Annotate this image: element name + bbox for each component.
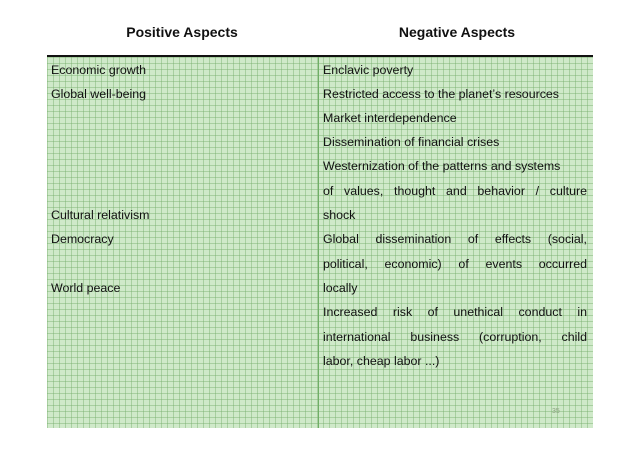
negative-line: Market interdependence xyxy=(323,111,457,125)
positive-item-cultural-relativism: Cultural relativism xyxy=(51,208,150,222)
aspects-table xyxy=(47,9,593,428)
column-divider xyxy=(318,57,319,428)
negative-line: Enclavic poverty xyxy=(323,63,414,77)
negative-line: Dissemination of financial crises xyxy=(323,135,500,149)
slide-page-number: 35 xyxy=(552,408,560,415)
negative-line: Westernization of the patterns and systems xyxy=(323,159,561,173)
negative-aspects-header: Negative Aspects xyxy=(398,24,516,40)
negative-line: locally xyxy=(323,281,358,295)
positive-item-democracy: Democracy xyxy=(51,232,114,246)
negative-line: Restricted access to the planet’s resources xyxy=(323,87,559,101)
positive-item-global-well-being: Global well-being xyxy=(51,87,147,101)
negative-line: Global dissemination of effects (social, xyxy=(323,232,587,246)
positive-item-economic-growth: Economic growth xyxy=(51,63,147,77)
table-header-row xyxy=(47,9,593,57)
negative-line: international business (corruption, child xyxy=(323,330,587,344)
negative-line: Increased risk of unethical conduct in xyxy=(323,305,587,319)
positive-item-world-peace: World peace xyxy=(51,281,121,295)
positive-aspects-header: Positive Aspects xyxy=(126,24,238,40)
negative-line: shock xyxy=(323,208,356,222)
negative-line: of values, thought and behavior / culture xyxy=(323,184,587,198)
negative-line: political, economic) of events occurred xyxy=(323,257,587,271)
negative-line: labor, cheap labor ...) xyxy=(323,354,440,368)
